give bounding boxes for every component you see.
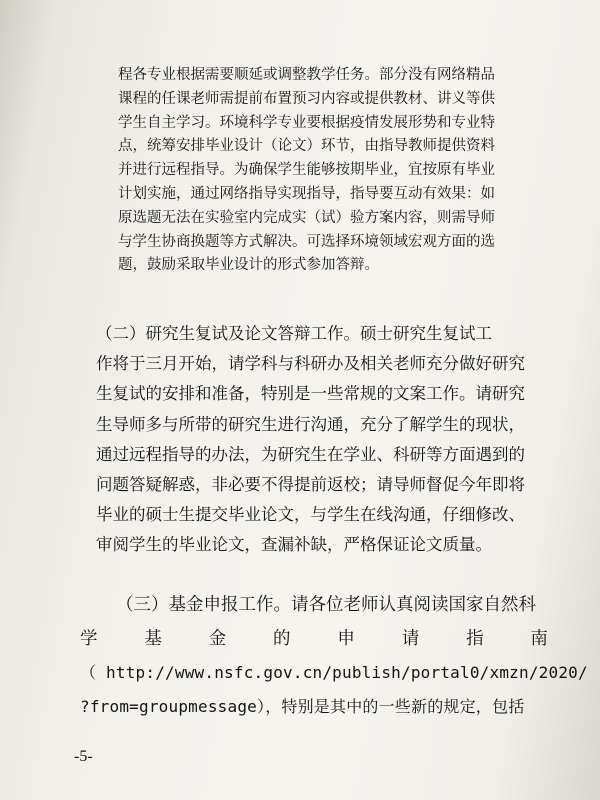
text-line: ?from=groupmessage），特别是其中的一些新的规定，包括 [80, 697, 525, 716]
char: 的 [273, 629, 291, 649]
paragraph-teaching-arrangement [118, 64, 538, 278]
text-line: 题，鼓励采取毕业设计的形式参加答辩。 [118, 257, 379, 274]
char: 指 [466, 629, 484, 649]
text-line: 程各专业根据需要顺延或调整教学任务。部分没有网络精品 [118, 67, 495, 83]
text-line: 生复试的安排和准备，特别是一些常规的文案工作。请研究 [96, 384, 525, 404]
char: 请 [401, 629, 420, 649]
paragraph-fund-application [80, 588, 588, 724]
text-line: 并进行远程指导。为确保学生能够按期毕业，宜按原有毕业 [118, 162, 495, 179]
text-line: 课程的任课老师需提前布置预习内容或提供教材、讲义等供 [118, 90, 495, 107]
paragraph-graduate-reexam [96, 319, 566, 561]
char: 基 [144, 629, 162, 649]
text-line: 学生自主学习。环境科学专业要根据疫情发展形势和专业特 [118, 114, 495, 131]
text-line: 作将于三月开始，请学科与科研办及相关老师充分做好研究 [96, 354, 525, 374]
text-line: 毕业的硕士生提交毕业论文，与学生在线沟通，仔细修改、 [96, 505, 525, 525]
page-number: -5- [74, 748, 93, 765]
url-line: （ http://www.nsfc.gov.cn/publish/portal0/xmzn/2020/ [80, 663, 588, 682]
char: 南 [530, 629, 548, 649]
char: 金 [208, 629, 227, 649]
text-line: 原选题无法在实验室内完成实（试）验方案内容，则需导师 [118, 209, 495, 226]
text-line: 生导师多与所带的研究生进行沟通，充分了解学生的现状， [96, 414, 525, 434]
text-line: 审阅学生的毕业论文，查漏补缺，严格保证论文质量。 [96, 535, 492, 555]
text-line: 与学生协商换题等方式解决。可选择环境领域宏观方面的选 [118, 233, 495, 250]
text-line: 问题答疑解惑，非必要不得提前返校；请导师督促今年即将 [96, 475, 525, 495]
char: 学 [80, 629, 98, 649]
text-line: 点，统筹安排毕业设计（论文）环节，由指导教师提供资料 [118, 138, 495, 155]
char: 申 [337, 629, 355, 649]
text-line: （二）研究生复试及论文答辩工作。硕士研究生复试工 [96, 324, 492, 343]
text-line: 计划实施，通过网络指导实现指导，指导要互动有效果：如 [118, 185, 495, 202]
text-line: 通过远程指导的办法，为研究生在学业、科研等方面遇到的 [96, 444, 525, 464]
text-line-justified [80, 622, 548, 656]
text-line: （三）基金申报工作。请各位老师认真阅读国家自然科 [116, 595, 536, 615]
